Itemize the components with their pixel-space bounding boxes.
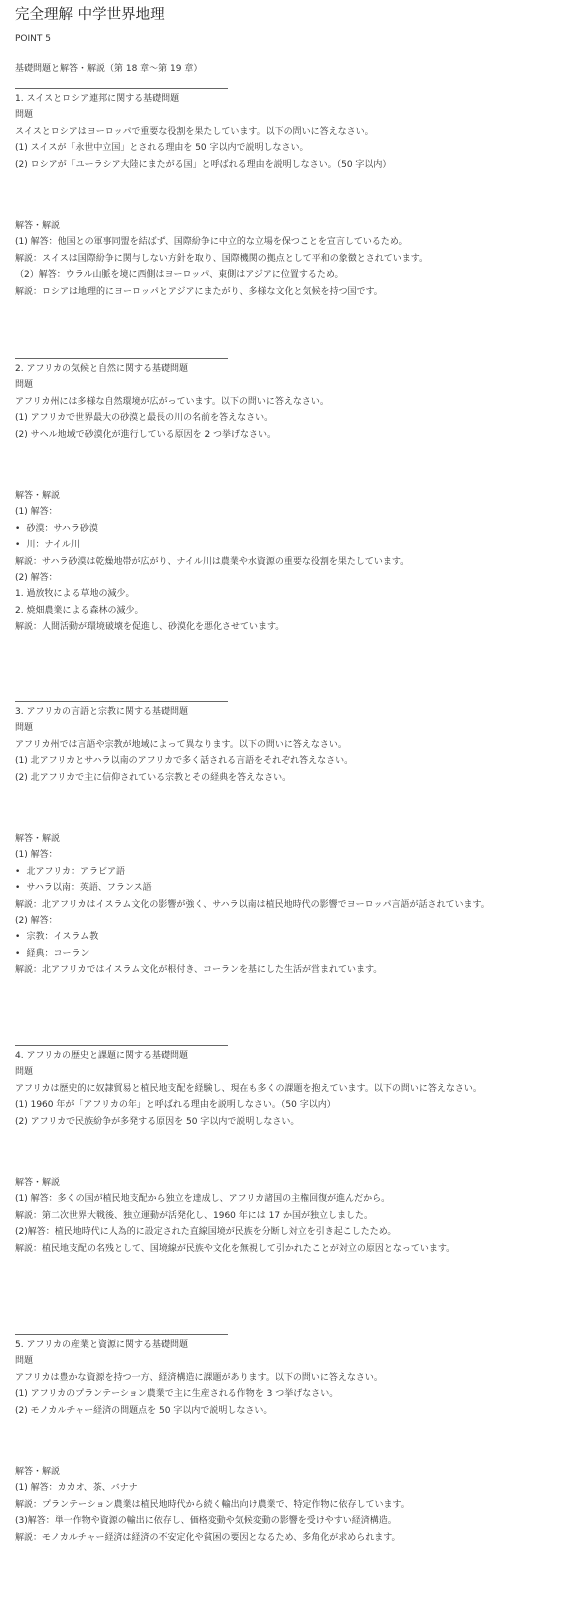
question-label: 問題 — [15, 1067, 34, 1078]
question-line: アフリカは豊かな資源を持つ一方、経済構造に課題があります。以下の問いに答えなさい。 — [15, 1372, 383, 1383]
answer-line: (1) 解答：カカオ、茶、バナナ — [15, 1483, 138, 1494]
answer-line: (1) 解答：多くの国が植民地支配から独立を達成し、アフリカ諸国の主権回復が進んだから。 — [15, 1194, 391, 1205]
question-label: 問題 — [15, 723, 34, 734]
answer-list-item — [15, 521, 409, 537]
answer-list-item — [15, 864, 490, 880]
question-section — [15, 701, 555, 976]
question-section — [15, 358, 555, 633]
answer-label: 解答・解説 — [15, 834, 61, 844]
answer-list-text: • 経典：コーラン — [15, 948, 90, 959]
answer-label: 解答・解説 — [15, 491, 61, 501]
answer-list-text: • 砂漠：サハラ砂漠 — [15, 523, 98, 534]
answer-line: 解説：ロシアは地理的にヨーロッパとアジアにまたがり、多様な文化と気候を持つ国です。 — [15, 286, 383, 297]
question-line: (1) アフリカのプランテーション農業で主に生産される作物を 3 つ挙げなさい。 — [15, 1389, 339, 1400]
answer-block — [15, 1175, 455, 1257]
answer-label: 解答・解説 — [15, 221, 61, 231]
answer-line: 解説：植民地支配の名残として、国境線が民族や文化を無視して引かれたことが対立の原因となっています。 — [15, 1243, 456, 1254]
question-line: アフリカは歴史的に奴隷貿易と植民地支配を経験し、現在も多くの課題を抱えています。以下の問いに答えなさい。 — [15, 1083, 482, 1094]
answer-block — [15, 488, 409, 636]
question-line: (2) 北アフリカで主に信仰されている宗教とその経典を答えなさい。 — [15, 772, 292, 783]
section-heading: 4. アフリカの歴史と課題に関する基礎問題 — [15, 1051, 188, 1061]
question-line: スイスとロシアはヨーロッパで重要な役割を果たしています。以下の問いに答えなさい。 — [15, 126, 374, 137]
answer-line: 解説：北アフリカはイスラム文化の影響が強く、サハラ以南は植民地時代の影響でヨーロッパ言語が話されています。 — [15, 899, 490, 910]
point-label: POINT 5 — [15, 34, 51, 44]
question-line: (1) スイスが「永世中立国」とされる理由を 50 字以内で説明しなさい。 — [15, 143, 309, 154]
section-divider — [15, 88, 228, 89]
answer-line: (1) 解答： — [15, 850, 58, 861]
answer-list-item — [15, 586, 409, 602]
answer-label: 解答・解説 — [15, 1467, 61, 1477]
answer-list-text: 1. 過放牧による草地の減少。 — [15, 589, 135, 600]
section-divider — [15, 701, 228, 702]
answer-line: 解説：第二次世界大戦後、独立運動が活発化し、1960 年には 17 か国が独立しました。 — [15, 1210, 373, 1221]
answer-list-item — [15, 537, 409, 553]
question-line: (1) アフリカで世界最大の砂漠と最長の川の名前を答えなさい。 — [15, 413, 274, 424]
answer-line: (2) 解答： — [15, 916, 58, 927]
answer-block — [15, 831, 490, 979]
answer-line: (2) 解答： — [15, 573, 58, 584]
question-line: (2) サヘル地域で砂漠化が進行している原因を 2 つ挙げなさい。 — [15, 429, 277, 440]
answer-line: 解説：北アフリカではイスラム文化が根付き、コーランを基にした生活が営まれています。 — [15, 965, 383, 976]
answer-list-item — [15, 929, 490, 945]
answer-block — [15, 1464, 410, 1546]
answer-line: (3)解答：単一作物や資源の輸出に依存し、価格変動や気候変動の影響を受けやすい経済構造。 — [15, 1516, 397, 1527]
section-divider — [15, 1045, 228, 1046]
answer-line: 解説：スイスは国際紛争に関与しない方針を取り、国際機関の拠点として平和の象徴とされています。 — [15, 253, 429, 264]
answer-list-text: • 宗教：イスラム教 — [15, 932, 99, 943]
question-section — [15, 1045, 555, 1254]
answer-line: (1) 解答：他国との軍事同盟を結ばず、国際紛争に中立的な立場を保つことを宣言しているため。 — [15, 237, 408, 248]
question-line: (2) モノカルチャー経済の問題点を 50 字以内で説明しなさい。 — [15, 1405, 273, 1416]
answer-list-text: • 川：ナイル川 — [15, 540, 80, 551]
answer-line: (2)解答：植民地時代に人為的に設定された直線国境が民族を分断し対立を引き起こしたため。 — [15, 1227, 397, 1238]
answer-list-item — [15, 946, 490, 962]
section-heading: 5. アフリカの産業と資源に関する基礎問題 — [15, 1340, 188, 1350]
question-line: (2) ロシアが「ユーラシア大陸にまたがる国」と呼ばれる理由を説明しなさい。（50 字以内） — [15, 159, 392, 170]
answer-line: (1) 解答： — [15, 507, 58, 518]
answer-line: （2）解答：ウラル山脈を境に西側はヨーロッパ、東側はアジアに位置するため。 — [15, 270, 344, 281]
question-line: アフリカ州には多様な自然環境が広がっています。以下の問いに答えなさい。 — [15, 396, 329, 407]
answer-list-text: • サハラ以南：英語、フランス語 — [15, 883, 152, 894]
question-line: (2) アフリカで民族紛争が多発する原因を 50 字以内で説明しなさい。 — [15, 1116, 300, 1127]
document-title: 完全理解 中学世界地理 — [15, 7, 165, 23]
answer-list-item — [15, 603, 409, 619]
answer-line: 解説：人間活動が環境破壊を促進し、砂漠化を悪化させています。 — [15, 622, 285, 633]
answer-line: 解説：モノカルチャー経済は経済の不安定化や貧困の要因となるため、多角化が求められます。 — [15, 1532, 401, 1543]
question-line: (1) 1960 年が「アフリカの年」と呼ばれる理由を説明しなさい。（50 字以内） — [15, 1100, 336, 1111]
section-heading: 3. アフリカの言語と宗教に関する基礎問題 — [15, 707, 188, 717]
answer-list-text: • 北アフリカ：アラビア語 — [15, 866, 126, 877]
question-label: 問題 — [15, 1356, 34, 1367]
question-line: アフリカ州では言語や宗教が地域によって異なります。以下の問いに答えなさい。 — [15, 739, 347, 750]
answer-list-item — [15, 880, 490, 896]
answer-list-text: 2. 焼畑農業による森林の減少。 — [15, 605, 144, 616]
question-label: 問題 — [15, 380, 34, 391]
question-section — [15, 88, 555, 297]
answer-block — [15, 218, 428, 300]
answer-line: 解説：プランテーション農業は植民地時代から続く輸出向け農業で、特定作物に依存しています。 — [15, 1499, 410, 1510]
question-line: (1) 北アフリカとサハラ以南のアフリカで多く話される言語をそれぞれ答えなさい。 — [15, 756, 354, 767]
section-heading: 1. スイスとロシア連邦に関する基礎問題 — [15, 94, 180, 104]
document-subtitle: 基礎問題と解答・解説（第 18 章〜第 19 章） — [15, 64, 203, 74]
section-divider — [15, 358, 228, 359]
section-divider — [15, 1334, 228, 1335]
answer-label: 解答・解説 — [15, 1178, 61, 1188]
question-label: 問題 — [15, 110, 34, 121]
question-section — [15, 1334, 555, 1543]
document-page — [0, 0, 564, 76]
section-heading: 2. アフリカの気候と自然に関する基礎問題 — [15, 364, 188, 374]
answer-line: 解説：サハラ砂漠は乾燥地帯が広がり、ナイル川は農業や水資源の重要な役割を果たしています。 — [15, 556, 410, 567]
